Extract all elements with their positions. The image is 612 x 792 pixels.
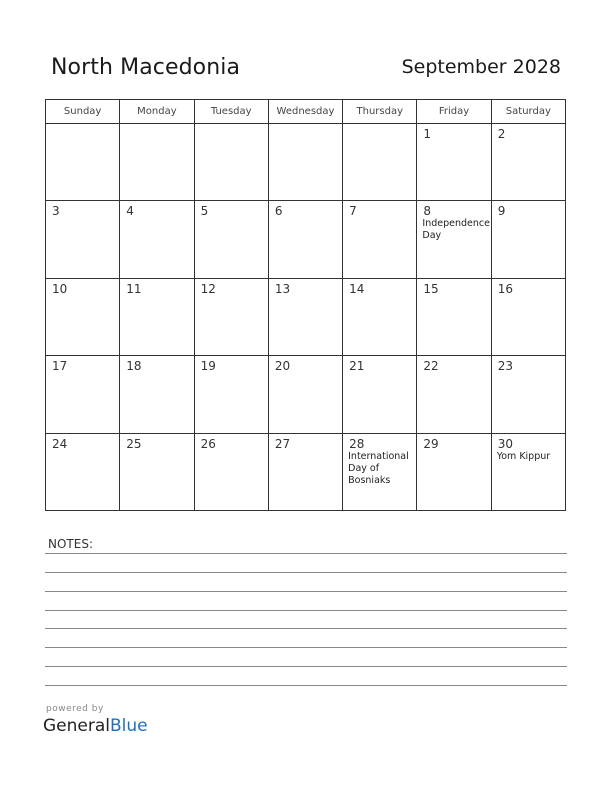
- day-cell: [194, 433, 268, 510]
- day-number: 14: [349, 281, 365, 296]
- day-cell: [417, 433, 491, 510]
- weekday-header: Saturday: [491, 100, 565, 124]
- calendar-grid: [45, 99, 566, 511]
- day-cell: [268, 433, 342, 510]
- day-number: 29: [423, 436, 439, 451]
- day-cell: [343, 433, 417, 510]
- weekday-header: Sunday: [46, 100, 120, 124]
- day-number: 19: [200, 359, 216, 374]
- day-number: 24: [52, 436, 68, 451]
- brand-general-text: General: [43, 716, 110, 736]
- day-cell: [46, 124, 120, 201]
- day-cell: [120, 433, 194, 510]
- powered-by-text: powered by: [46, 704, 104, 714]
- generalblue-logo: [43, 716, 148, 736]
- notes-label: NOTES:: [48, 537, 93, 551]
- day-cell: [194, 356, 268, 433]
- week-row: [46, 356, 566, 433]
- country-title: North Macedonia: [51, 55, 241, 80]
- notes-rule-line: [45, 572, 567, 573]
- weekday-header: Friday: [417, 100, 491, 124]
- notes-rule-line: [45, 628, 567, 629]
- day-number: 30: [497, 436, 513, 451]
- day-cell: [194, 124, 268, 201]
- day-cell: [491, 356, 565, 433]
- day-number: 22: [423, 359, 439, 374]
- week-row: [46, 433, 566, 510]
- day-cell: [46, 356, 120, 433]
- day-cell: [343, 201, 417, 278]
- day-number: 9: [497, 204, 506, 219]
- brand-blue-text: Blue: [110, 716, 148, 736]
- day-number: 5: [200, 204, 209, 219]
- day-cell: [120, 124, 194, 201]
- day-cell: [194, 278, 268, 355]
- day-cell: [343, 124, 417, 201]
- notes-rule-line: [45, 591, 567, 592]
- day-cell: [268, 356, 342, 433]
- day-number: 28: [349, 436, 365, 451]
- day-number: 27: [274, 436, 291, 451]
- week-row: [46, 124, 566, 201]
- day-cell: [268, 278, 342, 355]
- day-cell: [417, 201, 491, 278]
- day-number: 15: [423, 281, 439, 296]
- day-number: 26: [200, 436, 216, 451]
- day-number: 12: [200, 281, 216, 296]
- week-row: [46, 201, 566, 278]
- day-cell: [491, 433, 565, 510]
- day-cell: [417, 356, 491, 433]
- day-number: 13: [274, 281, 291, 296]
- holiday-label: Independence Day: [422, 218, 490, 242]
- day-cell: [343, 356, 417, 433]
- day-number: 25: [126, 436, 142, 451]
- notes-rule-line: [45, 647, 567, 648]
- day-cell: [417, 278, 491, 355]
- weekday-header: Thursday: [343, 100, 417, 124]
- week-row: [46, 278, 566, 355]
- day-cell: [194, 201, 268, 278]
- day-cell: [46, 278, 120, 355]
- day-cell: [491, 201, 565, 278]
- notes-rule-line: [45, 610, 567, 611]
- day-number: 20: [274, 359, 291, 374]
- day-number: 18: [126, 359, 142, 374]
- month-year-title: September 2028: [401, 56, 561, 78]
- weekday-header: Tuesday: [194, 100, 268, 124]
- day-number: 2: [497, 127, 506, 141]
- day-number: 1: [423, 127, 432, 141]
- day-cell: [343, 278, 417, 355]
- day-cell: [491, 278, 565, 355]
- day-cell: [46, 201, 120, 278]
- day-number: 17: [52, 359, 68, 374]
- day-number: 8: [423, 204, 432, 219]
- day-cell: [120, 278, 194, 355]
- day-cell: [120, 201, 194, 278]
- day-cell: [268, 124, 342, 201]
- day-number: 21: [349, 359, 365, 374]
- day-number: 3: [52, 204, 60, 219]
- day-number: 11: [126, 281, 142, 296]
- day-number: 16: [497, 281, 513, 296]
- day-cell: [268, 201, 342, 278]
- day-number: 10: [52, 281, 68, 296]
- day-cell: [417, 124, 491, 201]
- weekday-header: Wednesday: [268, 100, 342, 124]
- weekday-header: Monday: [120, 100, 194, 124]
- notes-rule-line: [45, 666, 567, 667]
- weekday-header-row: [46, 100, 566, 124]
- notes-rule-line: [45, 553, 567, 554]
- day-cell: [491, 124, 565, 201]
- day-cell: [120, 356, 194, 433]
- notes-rule-line: [45, 685, 567, 686]
- day-cell: [46, 433, 120, 510]
- holiday-label: International Day of Bosniaks: [348, 450, 409, 486]
- day-number: 7: [349, 204, 357, 219]
- day-number: 6: [274, 204, 283, 219]
- day-number: 4: [126, 204, 134, 219]
- holiday-label: Yom Kippur: [496, 450, 551, 462]
- day-number: 23: [497, 359, 513, 374]
